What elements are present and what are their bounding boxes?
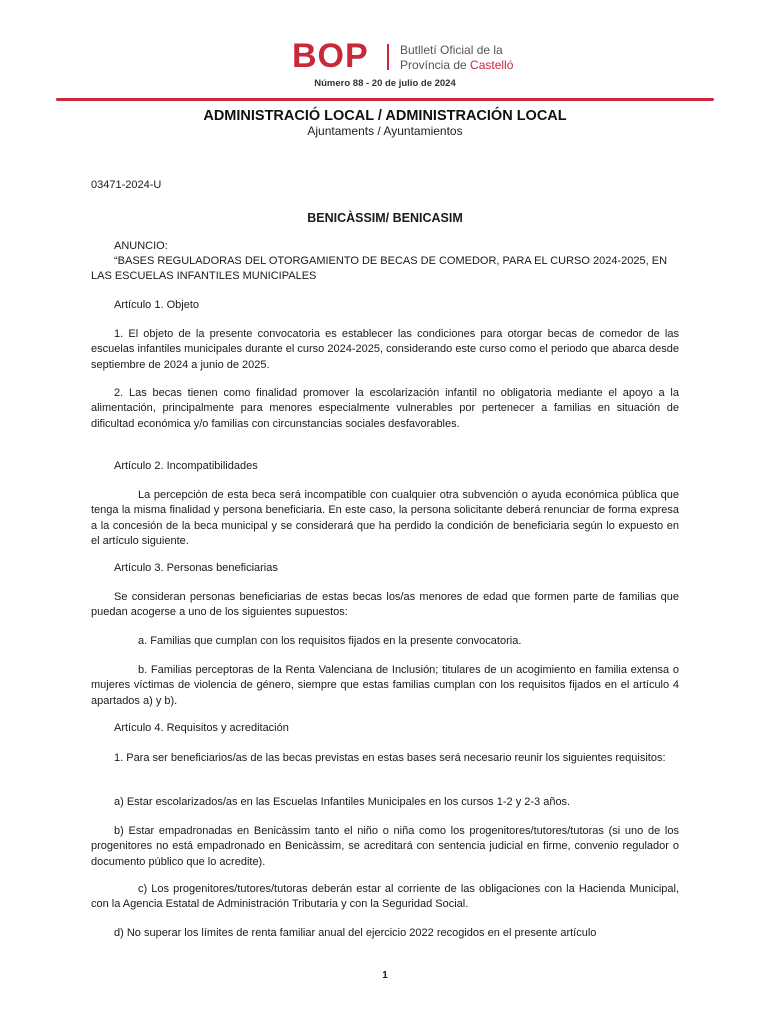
paragraph: b. Familias perceptoras de la Renta Valenciana de Inclusión; titulares de un acogimiento en familia extensa o mujeres víctimas de violencia de género, siempre que estas familias cumplan con los requisitos fijados en el artículo 4 apartados a) y b). [91, 664, 679, 707]
article-title: Artículo 4. Requisitos y acreditación [114, 722, 289, 734]
paragraph: 1. El objeto de la presente convocatoria es establecer las condiciones para otorgar becas de comedor de las escuelas infantiles municipales durante el curso 2024-2025, considerando este curso como el periodo que abarca desde septiembre de 2024 a junio de 2025. [91, 328, 679, 371]
article-title: Artículo 1. Objeto [114, 299, 199, 311]
article-3-title [91, 561, 679, 576]
article-4-paragraph-2 [91, 795, 679, 810]
logo-separator [387, 44, 389, 70]
paragraph: Se consideran personas beneficiarias de estas becas los/as menores de edad que formen parte de familias que puedan acogerse a uno de los siguientes supuestos: [91, 591, 679, 619]
article-title: Artículo 3. Personas beneficiarias [114, 562, 278, 574]
paragraph: a. Familias que cumplan con los requisitos fijados en la presente convocatoria. [138, 635, 522, 647]
municipality-title: BENICÀSSIM/ BENICASIM [307, 211, 463, 225]
page-number: 1 [382, 970, 388, 981]
article-4-title [91, 721, 679, 736]
announcement-label [91, 239, 679, 254]
article-2-title [91, 459, 679, 474]
announcement-heading [91, 254, 679, 285]
article-3-paragraph-3 [91, 663, 679, 709]
article-3-paragraph-1 [91, 590, 679, 621]
paragraph: a) Estar escolarizados/as en las Escuelas Infantiles Municipales en los cursos 1-2 y 2-3 años. [114, 796, 571, 808]
header-divider [56, 98, 714, 101]
article-1-paragraph-2 [91, 386, 679, 432]
section-subtitle: Ajuntaments / Ayuntamientos [307, 124, 463, 138]
article-4-paragraph-5 [91, 926, 679, 941]
issue-info: Número 88 - 20 de julio de 2024 [314, 78, 456, 89]
section-title: ADMINISTRACIÓ LOCAL / ADMINISTRACIÓN LOCAL [203, 108, 567, 124]
paragraph: b) Estar empadronadas en Benicàssim tanto el niño o niña como los progenitores/tutores/tutoras (si uno de los progenitores no está empadronado en Benicàssim, se acreditará con sentencia judicial en firme, convenio regulador o documento público que lo acredite). [91, 825, 679, 868]
paragraph: 1. Para ser beneficiarios/as de las becas previstas en estas bases será necesario reunir los siguientes requisitos: [114, 752, 666, 764]
reference-code: 03471-2024-U [91, 179, 162, 191]
paragraph: La percepción de esta beca será incompatible con cualquier otra subvención o ayuda económica pública que tenga la misma finalidad y persona beneficiaria. En este caso, la persona solicitante deberá renunciar de forma expresa a la concesión de la beca municipal y se considerará que ha perdido la condición de beneficiaria según lo expuesto en el artículo siguiente. [91, 489, 679, 548]
article-4-paragraph-3 [91, 824, 679, 870]
bop-logo [292, 37, 522, 75]
logo-line-2-accent: Castelló [470, 58, 514, 72]
paragraph: c) Los progenitores/tutores/tutoras deberán estar al corriente de las obligaciones con la Hacienda Municipal, con la Agencia Estatal de Administración Tributaria y con la Seguridad Social. [91, 883, 679, 911]
article-4-paragraph-1 [91, 751, 679, 766]
paragraph: 2. Las becas tienen como finalidad promover la escolarización infantil no obligatoria mediante el apoyo a la alimentación, principalmente para menores especialmente vulnerables por pertenecer a familias en situación de dificultad económica y/o familias con circunstancias sociales desfavorables. [91, 387, 679, 430]
logo-mark: BOP [292, 37, 369, 75]
article-1-paragraph-1 [91, 327, 679, 373]
article-3-paragraph-2 [91, 634, 679, 649]
announcement-label-text: ANUNCIO: [114, 240, 168, 252]
article-4-paragraph-4 [91, 882, 679, 913]
logo-line-2 [400, 58, 513, 72]
article-1-title [91, 298, 679, 313]
logo-line-2-prefix: Província de [400, 58, 471, 72]
article-2-paragraph-1 [91, 488, 679, 550]
paragraph: d) No superar los límites de renta familiar anual del ejercicio 2022 recogidos en el presente artículo [114, 927, 597, 939]
announcement-heading-text: “BASES REGULADORAS DEL OTORGAMIENTO DE BECAS DE COMEDOR, PARA EL CURSO 2024-2025, EN LAS ESCUELAS INFANTILES MUNICIPALES [91, 255, 668, 283]
logo-line-1: Butlletí Oficial de la [400, 43, 503, 57]
article-title: Artículo 2. Incompatibilidades [114, 460, 258, 472]
